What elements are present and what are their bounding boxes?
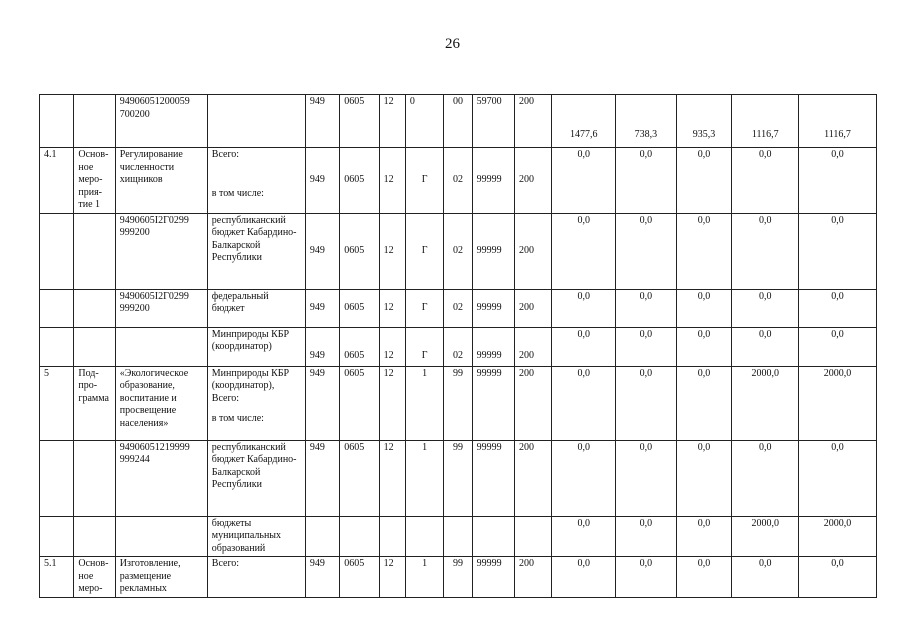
value-y2: 0,0 xyxy=(616,148,677,214)
code-cs3: 02 xyxy=(444,213,472,289)
row-number xyxy=(40,327,74,366)
code-cs1: 12 xyxy=(379,557,405,598)
code-cs1: 12 xyxy=(379,327,405,366)
value-y1: 0,0 xyxy=(552,148,616,214)
source-total: Всего: xyxy=(211,149,240,160)
table-row xyxy=(40,213,877,289)
row-source: федеральный бюджет xyxy=(207,289,305,327)
row-number: 4.1 xyxy=(40,148,74,214)
value-y4: 0,0 xyxy=(732,440,799,516)
code-cs1: 12 xyxy=(379,440,405,516)
code-rzpr xyxy=(340,516,379,557)
value-y1: 1477,6 xyxy=(552,95,616,148)
row-name: 9490605I2Г0299 999200 xyxy=(115,213,207,289)
value-y4: 0,0 xyxy=(732,289,799,327)
code-rzpr: 0605 xyxy=(340,148,379,214)
row-name: «Экологическое образование, воспитание и просвещение населения» xyxy=(115,366,207,440)
value-y4: 0,0 xyxy=(732,148,799,214)
code-cs1: 12 xyxy=(379,366,405,440)
code-glav: 949 xyxy=(305,95,339,148)
value-y1: 0,0 xyxy=(552,289,616,327)
code-cs1: 12 xyxy=(379,148,405,214)
value-y2: 738,3 xyxy=(616,95,677,148)
code-cs4: 99999 xyxy=(472,366,514,440)
code-glav: 949 xyxy=(305,366,339,440)
code-glav: 949 xyxy=(305,327,339,366)
code-glav: 949 xyxy=(305,440,339,516)
row-type: Основ-ное меро-прия-тие 1 xyxy=(74,148,115,214)
value-y1: 0,0 xyxy=(552,366,616,440)
code-vr: 200 xyxy=(515,213,552,289)
code-rzpr: 0605 xyxy=(340,289,379,327)
code-cs3: 99 xyxy=(444,366,472,440)
table-row xyxy=(40,440,877,516)
table-row xyxy=(40,366,877,440)
value-y4: 2000,0 xyxy=(732,366,799,440)
code-cs2: 0 xyxy=(405,95,443,148)
value-y3: 0,0 xyxy=(676,557,732,598)
value-y4: 0,0 xyxy=(732,327,799,366)
value-y1: 0,0 xyxy=(552,327,616,366)
row-name: Регулирование численности хищников xyxy=(115,148,207,214)
table-row xyxy=(40,327,877,366)
code-rzpr: 0605 xyxy=(340,327,379,366)
code-cs2: Г xyxy=(405,148,443,214)
source-total: Минприроды КБР (координатор), Всего: xyxy=(211,367,290,404)
code-cs4 xyxy=(472,516,514,557)
row-source: бюджеты муниципальных образований xyxy=(207,516,305,557)
code-cs3: 02 xyxy=(444,148,472,214)
code-vr: 200 xyxy=(515,366,552,440)
code-cs3: 99 xyxy=(444,440,472,516)
value-y5: 0,0 xyxy=(799,327,877,366)
value-y5: 0,0 xyxy=(799,557,877,598)
row-type xyxy=(74,327,115,366)
row-source: республиканский бюджет Кабардино-Балкарской Республики xyxy=(207,440,305,516)
row-type: Основ-ное меро- xyxy=(74,557,115,598)
value-y4: 2000,0 xyxy=(732,516,799,557)
code-cs3: 99 xyxy=(444,557,472,598)
row-type xyxy=(74,440,115,516)
row-source xyxy=(207,366,305,440)
code-cs3: 02 xyxy=(444,327,472,366)
value-y4: 0,0 xyxy=(732,213,799,289)
code-cs4: 99999 xyxy=(472,440,514,516)
row-name: Изготовление, размещение рекламных xyxy=(115,557,207,598)
budget-table xyxy=(39,94,877,598)
row-number: 5 xyxy=(40,366,74,440)
row-number xyxy=(40,95,74,148)
row-number: 5.1 xyxy=(40,557,74,598)
value-y2: 0,0 xyxy=(616,327,677,366)
code-cs1 xyxy=(379,516,405,557)
code-cs2: 1 xyxy=(405,366,443,440)
value-y2: 0,0 xyxy=(616,366,677,440)
code-cs2: 1 xyxy=(405,440,443,516)
code-cs1: 12 xyxy=(379,289,405,327)
code-vr: 200 xyxy=(515,440,552,516)
code-cs4: 99999 xyxy=(472,148,514,214)
value-y5: 0,0 xyxy=(799,289,877,327)
value-y5: 0,0 xyxy=(799,440,877,516)
value-y2: 0,0 xyxy=(616,213,677,289)
value-y4: 0,0 xyxy=(732,557,799,598)
value-y5: 1116,7 xyxy=(799,95,877,148)
code-vr: 200 xyxy=(515,557,552,598)
code-cs4: 59700 xyxy=(472,95,514,148)
code-cs3: 02 xyxy=(444,289,472,327)
value-y4: 1116,7 xyxy=(732,95,799,148)
code-vr xyxy=(515,516,552,557)
value-y1: 0,0 xyxy=(552,557,616,598)
row-name xyxy=(115,516,207,557)
row-name xyxy=(115,327,207,366)
code-vr: 200 xyxy=(515,148,552,214)
row-source xyxy=(207,148,305,214)
code-vr: 200 xyxy=(515,289,552,327)
table-row xyxy=(40,95,877,148)
table-row xyxy=(40,516,877,557)
row-number xyxy=(40,516,74,557)
code-rzpr: 0605 xyxy=(340,95,379,148)
row-type xyxy=(74,95,115,148)
code-glav: 949 xyxy=(305,213,339,289)
value-y2: 0,0 xyxy=(616,440,677,516)
value-y3: 0,0 xyxy=(676,327,732,366)
row-type: Под-про-грамма xyxy=(74,366,115,440)
source-including: в том числе: xyxy=(211,187,264,199)
code-cs2: 1 xyxy=(405,557,443,598)
row-number xyxy=(40,213,74,289)
code-cs2 xyxy=(405,516,443,557)
row-type xyxy=(74,516,115,557)
row-name: 94906051219999 999244 xyxy=(115,440,207,516)
row-type xyxy=(74,289,115,327)
code-cs3 xyxy=(444,516,472,557)
code-rzpr: 0605 xyxy=(340,557,379,598)
code-glav: 949 xyxy=(305,289,339,327)
table-row xyxy=(40,289,877,327)
row-source xyxy=(207,95,305,148)
value-y3: 0,0 xyxy=(676,289,732,327)
code-rzpr: 0605 xyxy=(340,213,379,289)
value-y3: 0,0 xyxy=(676,148,732,214)
row-source: Минприроды КБР (координатор) xyxy=(207,327,305,366)
row-name: 94906051200059 700200 xyxy=(115,95,207,148)
code-rzpr: 0605 xyxy=(340,366,379,440)
code-vr: 200 xyxy=(515,327,552,366)
code-cs4: 99999 xyxy=(472,289,514,327)
value-y3: 0,0 xyxy=(676,366,732,440)
page-number: 26 xyxy=(445,36,460,52)
code-vr: 200 xyxy=(515,95,552,148)
value-y2: 0,0 xyxy=(616,516,677,557)
code-cs1: 12 xyxy=(379,95,405,148)
value-y3: 0,0 xyxy=(676,516,732,557)
code-glav xyxy=(305,516,339,557)
row-number xyxy=(40,440,74,516)
value-y5: 2000,0 xyxy=(799,366,877,440)
code-cs1: 12 xyxy=(379,213,405,289)
code-cs3: 00 xyxy=(444,95,472,148)
code-glav: 949 xyxy=(305,557,339,598)
value-y3: 0,0 xyxy=(676,440,732,516)
value-y2: 0,0 xyxy=(616,289,677,327)
value-y5: 0,0 xyxy=(799,213,877,289)
row-number xyxy=(40,289,74,327)
table-row xyxy=(40,557,877,598)
value-y5: 0,0 xyxy=(799,148,877,214)
code-cs4: 99999 xyxy=(472,213,514,289)
source-including: в том числе: xyxy=(211,413,264,424)
value-y2: 0,0 xyxy=(616,557,677,598)
row-source: республиканский бюджет Кабардино-Балкарской Республики xyxy=(207,213,305,289)
table-row xyxy=(40,148,877,214)
code-rzpr: 0605 xyxy=(340,440,379,516)
code-cs4: 99999 xyxy=(472,327,514,366)
code-glav: 949 xyxy=(305,148,339,214)
value-y5: 2000,0 xyxy=(799,516,877,557)
value-y3: 0,0 xyxy=(676,213,732,289)
row-name: 9490605I2Г0299 999200 xyxy=(115,289,207,327)
value-y1: 0,0 xyxy=(552,440,616,516)
value-y1: 0,0 xyxy=(552,516,616,557)
code-cs4: 99999 xyxy=(472,557,514,598)
value-y1: 0,0 xyxy=(552,213,616,289)
code-cs2: Г xyxy=(405,213,443,289)
code-cs2: Г xyxy=(405,289,443,327)
value-y3: 935,3 xyxy=(676,95,732,148)
code-cs2: Г xyxy=(405,327,443,366)
row-type xyxy=(74,213,115,289)
row-source: Всего: xyxy=(207,557,305,598)
